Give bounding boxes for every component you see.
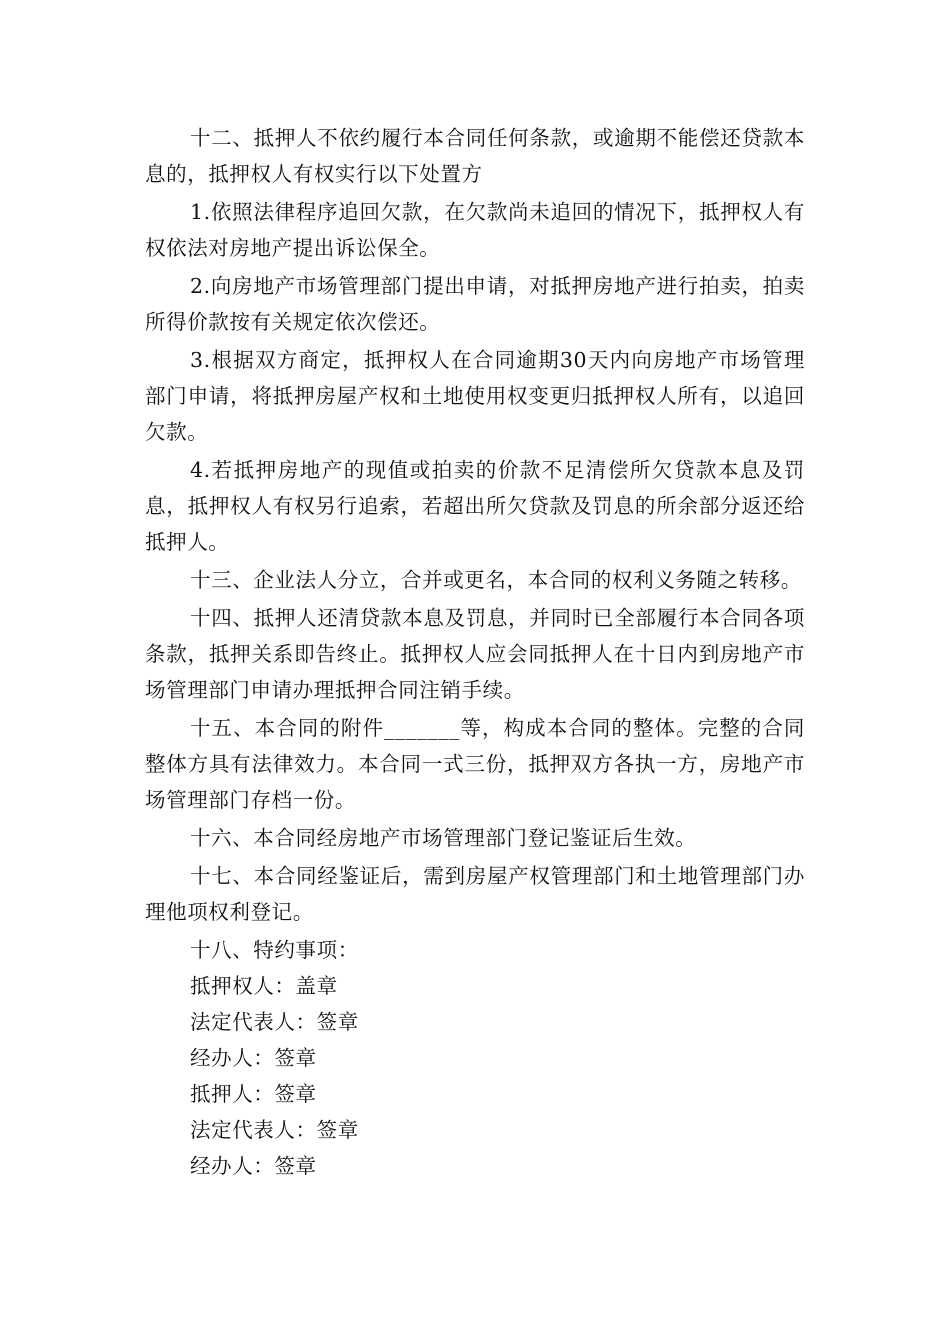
signature-mortgagee: 抵押权人：盖章	[190, 974, 338, 998]
clause-12-item-4: 4.若抵押房地产的现值或拍卖的价款不足清偿所欠贷款本息及罚息，抵押权人有权另行追索，若超出所欠贷款及罚息的所余部分返还给抵押人。	[145, 458, 805, 554]
clause-15: 十五、本合同的附件_______等，构成本合同的整体。完整的合同整体方具有法律效力。本合同一式三份，抵押双方各执一方，房地产市场管理部门存档一份。	[145, 716, 805, 812]
clause-16: 十六、本合同经房地产市场管理部门登记鉴证后生效。	[190, 826, 697, 850]
document-page	[145, 120, 805, 1184]
signature-mortgagor: 抵押人：签章	[190, 1082, 317, 1106]
signature-mortgagor-legal-rep: 法定代表人：签章	[190, 1118, 359, 1142]
clause-12-item-3: 3.根据双方商定，抵押权人在合同逾期30天内向房地产市场管理部门申请，将抵押房屋产权和土地使用权变更归抵押权人所有，以追回欠款。	[145, 348, 805, 444]
clause-18-heading: 十八、特约事项：	[190, 938, 359, 962]
clause-13: 十三、企业法人分立，合并或更名，本合同的权利义务随之转移。	[190, 568, 802, 592]
clause-14: 十四、抵押人还清贷款本息及罚息，并同时已全部履行本合同各项条款，抵押关系即告终止。抵押权人应会同抵押人在十日内到房地产市场管理部门申请办理抵押合同注销手续。	[145, 606, 805, 702]
signature-mortgagee-handler: 经办人：签章	[190, 1046, 317, 1070]
signature-mortgagor-handler: 经办人：签章	[190, 1154, 317, 1178]
signature-mortgagee-legal-rep: 法定代表人：签章	[190, 1010, 359, 1034]
clause-17: 十七、本合同经鉴证后，需到房屋产权管理部门和土地管理部门办理他项权利登记。	[145, 864, 805, 924]
clause-12: 十二、抵押人不依约履行本合同任何条款，或逾期不能偿还贷款本息的，抵押权人有权实行以下处置方	[145, 126, 805, 186]
clause-12-item-2: 2.向房地产市场管理部门提出申请，对抵押房地产进行拍卖，拍卖所得价款按有关规定依次偿还。	[145, 274, 805, 334]
clause-12-item-1: 1.依照法律程序追回欠款，在欠款尚未追回的情况下，抵押权人有权依法对房地产提出诉讼保全。	[145, 200, 805, 260]
